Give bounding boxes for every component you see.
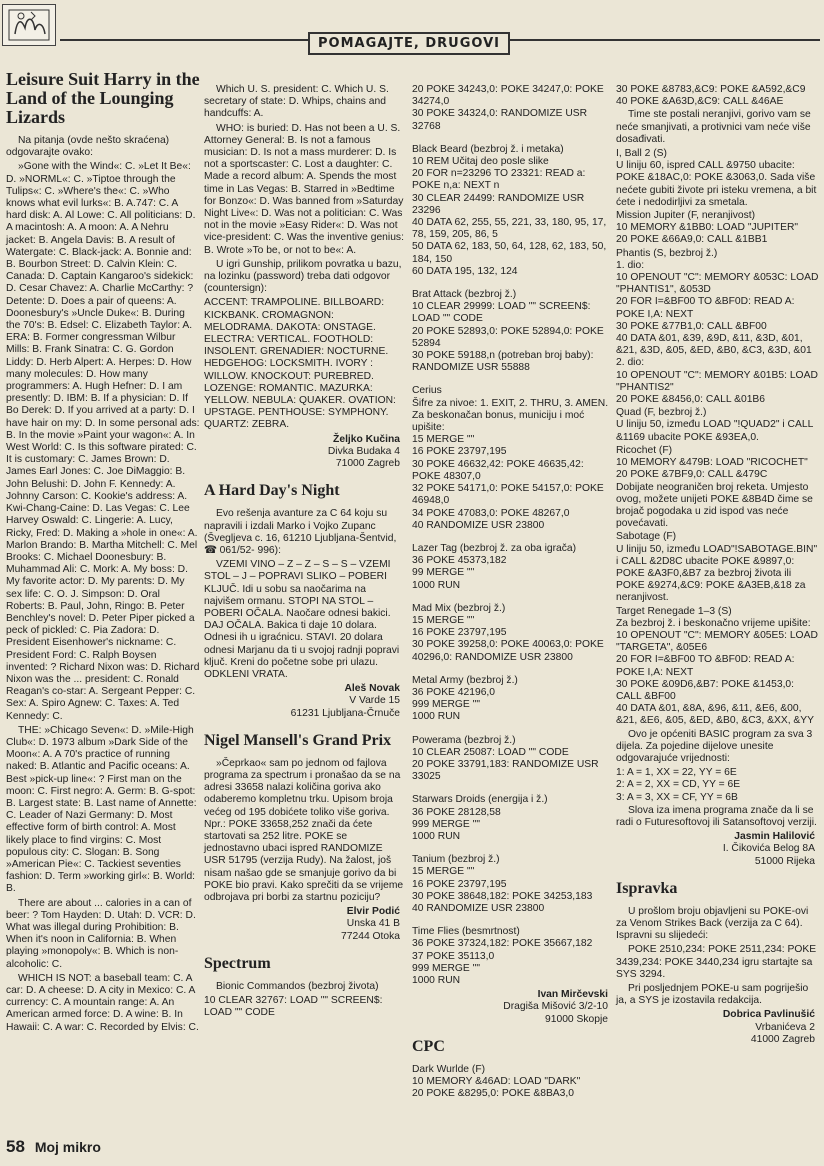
author-signature: Ivan Mirčevski bbox=[537, 989, 608, 1001]
code-block: 1: A = 1, XX = 22, YY = 6E 2: A = 2, XX = CD, YY = 6E 3: A = 3, XX = CF, YY = 6B bbox=[616, 767, 741, 803]
article-title-hard-days-night: A Hard Day's Night bbox=[204, 482, 340, 500]
code-block: Mission Jupiter (F, neranjivost) 10 MEMORY &1BB0: LOAD "JUPITER" 20 POKE &66A9,0: CALL &1BB1 bbox=[616, 210, 799, 246]
column-logo bbox=[2, 4, 56, 46]
paragraph: Evo rešenja avanture za C 64 koju su napravili i izdali Marko i Vojko Zupanc (Švegljeva c. 16, 61210 Ljubljana-Šentvid, ☎ 061/52- 996): bbox=[204, 508, 397, 556]
code-block: Starwars Droids (energija i ž.) 36 POKE 28128,58 999 MERGE "" 1000 RUN bbox=[412, 794, 548, 842]
code-block: Dark Wurlde (F) 10 MEMORY &46AD: LOAD "DARK" 20 POKE &8295,0: POKE &8BA3,0 bbox=[412, 1063, 581, 1100]
code-block: 20 POKE 34243,0: POKE 34247,0: POKE 34274,0 30 POKE 34324,0: RANDOMIZE USR 32768 bbox=[412, 84, 604, 132]
code-block: Mad Mix (bezbroj ž.) 15 MERGE "" 16 POKE 23797,195 30 POKE 39258,0: POKE 40063,0: POKE 40296,0: RANDOMIZE USR 23800 bbox=[412, 602, 604, 663]
code-block: Target Renegade 1–3 (S) Za bezbroj ž. i beskonačno vrijeme upišite: 10 OPENOUT "C": MEMORY &05E5: LOAD "TARGETA", &05E6 20 FOR I=&BF00 TO &BF0D: READ A: POKE I,A: NEXT 30 POKE &09D6,&B7: POKE &1453,0: CALL &BF00 40 DATA &01, &8A, &96, &11, &E6, &00, &21, &E6, &05, &ED, &B0, &C3, &XX, &YY bbox=[616, 605, 818, 727]
paragraph: Pri posljednjem POKE-u sam pogriješio ja, a SYS je izostavila redakcija. bbox=[616, 983, 809, 1007]
hand-drawn-logo-icon bbox=[7, 8, 51, 42]
paragraph: Time ste postali neranjivi, gorivo vam se neće smanjivati, a protivnici vam neće više dosađivati. bbox=[616, 109, 811, 145]
article-title-nigel-mansell: Nigel Mansell's Grand Prix bbox=[204, 731, 392, 749]
author-address: 51000 Rijeka bbox=[754, 855, 815, 867]
page-footer bbox=[6, 1137, 101, 1157]
author-address: 77244 Otoka bbox=[341, 930, 400, 942]
code-block: Quad (F, bezbroj ž.) U liniju 50, između LOAD "!QUAD2" i CALL &1169 ubacite POKE &93EA,0. bbox=[616, 407, 813, 443]
paragraph: ACCENT: TRAMPOLINE. BILLBOARD: KICKBANK. CROMAGNON: MELODRAMA. DAKOTA: ONSTAGE. ELECTRA: VERTICAL. FOOTHOLD: INSOLENT. GRENADIER: NOCTURNE. HEDGEHOG: LOCKSMITH. IVORY : WILLOW. KNOCKOUT: PUREBRED. LOZENGE: ROMANTIC. MAZURKA: YELLOW. NEBULA: QUAKER. OVATION: UPSTAGE. PENTHOUSE: SYMPHONY. QUARTZ: ZEBRA. bbox=[204, 297, 396, 431]
section-title-spectrum: Spectrum bbox=[204, 954, 271, 972]
column-1 bbox=[6, 66, 200, 1036]
section-title-ispravka: Ispravka bbox=[616, 879, 678, 897]
section-header-title: POMAGAJTE, DRUGOVI bbox=[308, 32, 510, 55]
paragraph: WHO: is buried: D. Has not been a U. S. Attorney General: B. Is not a famous musician: D. Is not a mass murderer: D. Is not a sportscaster: C. Lost a daughter: C. Made a record album: A. Spends the most time in Las Vegas: B. Starred in »Bedtime for Bonzo«: D. Was banned from »Saturday Night Live«: D. Was not a politician: C. Was not in the movie »Easy Rider«: D. Was not vice-president: C. Was the inventive genius: B. Wrote »To be, or not to be«: A. bbox=[204, 122, 404, 256]
author-address: 91000 Skopje bbox=[545, 1013, 608, 1025]
paragraph: Slova iza imena programa znače da li se radi o Futuresoftovoj ili Satansoftovoj verziji. bbox=[616, 804, 817, 828]
author-address: V Varde 15 bbox=[349, 695, 400, 707]
code-block: Powerama (bezbroj ž.) 10 CLEAR 25087: LOAD "" CODE 20 POKE 33791,183: RANDOMIZE USR 33025 bbox=[412, 734, 599, 783]
author-signature: Jasmin Halilović bbox=[734, 831, 815, 843]
column-3 bbox=[412, 84, 612, 1101]
author-address: Dragiša Mišović 3/2-10 bbox=[503, 1001, 608, 1013]
column-4 bbox=[616, 84, 819, 1046]
code-block: I, Ball 2 (S) U liniju 60, ispred CALL &9750 ubacite: POKE &18AC,0: POKE &3063,0. Sada više nećete gubiti živote pri isteku vremena, a bit ćete i nedodirljivi za smetala. bbox=[616, 148, 817, 208]
author-address: 41000 Zagreb bbox=[750, 1033, 815, 1045]
paragraph: »Gone with the Wind«: C. »Let It Be«: D. »NORML«: C. »Tiptoe through the Tulips«: C. »Where's the«: C. »Who knows what evil lurks«: B. A.747: C. A hard disk: A. Al Lowe: C. All politicians: D. A macintosh: A. A moon: A. A Nehru jacket: B. Angela Davis: B. A result of Watergate: C. Black-jack: A. Bonnie and: B. Bourbon Street: D. Calvin Klein: C. Canada: D. Captain Kangaroo's sidekick: D. Cesar Chavez: A. Charlie McCarthy: ? Detente: D. Does a pair of queens: A. Doonesbury's »Uncle Duke«: B. During the 70's: B. Edsel: C. Elizabeth Taylor: A. ERA: B. Former congressman Wilbur Mills: B. Frank Sinatra: C. G. Gordon Liddy: D. Herb Alpert: A. Herpes: D. How many molecules: D. How many programmers: A. Hugh Hefner: D. I am presently: D. IBM: B. If a physician: D. If Bo Derek: D. If you arrived at a party: D. I have hair on my: D. In some personal ads: B. In the movie »Paint your wagon«: A. In West World: C. Is this software pirated: C. It is customary: C. James Brown: D. James Earl Jones: C. Joe DiMaggio: B. John Belushi: D. John F. Kennedy: A. Johnny Carson: C. Kookie's address: A. Kwi-Chang-Caine: D. Las Vegas: C. Lee Harvey Oswald: C. Lingerie: A. Lucy, Ricky, Fred: D. Making a »hole in one«: A. Marlon Brando: B. Martha Mitchell: C. Mel Brooks: C. Michael Doonesbury: B. Muhammad Ali: C. Mork: A. My boss: D. My favorite actor: D. My parents: D. My sex life: C. O. J. Simpson: D. Oral Roberts: B. Paul, John, Ringo: B. Peter Benchley's novel: D. Peter Piper picked a peck of pickled: C. Pia Zadora: D. President Eisenhower's nickname: C. President Ford: C. Ralph Boysen invented: ? Richard Nixon was: D. Richard Nixon was the ... president: C. Ronald Reagan's co-star: A. Sergeant Pepper: C. Sex: A. Spiro Agnew: C. Taxes: A. Ted Kennedy: C. bbox=[6, 161, 200, 722]
code-block: Time Flies (besmrtnost) 36 POKE 37324,182: POKE 35667,182 37 POKE 35113,0 999 MERGE "" 1000 RUN bbox=[412, 926, 593, 986]
paragraph: »Čeprkao« sam po jednom od fajlova programa za spectrum i pronašao da se na adresi 33658 nalazi količina goriva ako odaberemo kompletnu trku. Upisom broja većeg od 195 dobićete toliko više goriva. Npr.: POKE 33658,252 znači da ćete startovati sa 252 litre. POKE se jednostavno ubaci ispred RANDOMIZE USR 51795 (verzija Rudy). Na žalost, još nisam našao gde se smanjuje gorivo da bi POKE bio pravi. Kako sprečiti da se vrijeme odbrojava pri borbi za startnu poziciju? bbox=[204, 757, 404, 903]
code-block: Phantis (S, bezbroj ž.) 1. dio: 10 OPENOUT "C": MEMORY &053C: LOAD "PHANTIS1", &053D 20 FOR I=&BF00 TO &BF0D: READ A: POKE I,A: NEXT 30 POKE &77B1,0: CALL &BF00 40 DATA &01, &39, &9D, &11, &3D, &01, &21, &3D, &05, &ED, &B0, &C3, &3D, &01 2. dio: 10 OPENOUT "C": MEMORY &01B5: LOAD "PHANTIS2" 20 POKE &8456,0: CALL &01B6 bbox=[616, 247, 819, 406]
author-signature: Željko Kučina bbox=[333, 433, 400, 445]
code-block: Cerius Šifre za nivoe: 1. EXIT, 2. THRU, 3. AMEN. Za beskonačan bonus, municiju i moć upišite: 15 MERGE "" 16 POKE 23797,195 30 POKE 46632,42: POKE 46635,42: POKE 48307,0 32 POKE 54171,0: POKE 54157,0: POKE 46948,0 34 POKE 47083,0: POKE 48267,0 40 RANDOMIZE USR 23800 bbox=[412, 385, 609, 531]
page-number: 58 bbox=[6, 1137, 25, 1156]
magazine-name: Moj mikro bbox=[34, 1139, 101, 1155]
paragraph: VZEMI VINO – Z – Z – S – S – VZEMI STOL – J – POPRAVI SLIKO – POBERI KLJUČ. Idi u sobu sa naočarima na najvišem ormanu. STOPI NA STOL – POBERI OČALA. Naočare odnesi bakici. DAJ OČALA. Bakica ti daje 10 dolara. Odnesi ih u igraćnicu. STAVI. 20 dolara odnesi Marjanu da ti u svojoj radnji popravi ključ. Kreni do početne sobe pri ulazu. ODKLENI VRATA. bbox=[204, 559, 400, 680]
author-address: 61231 Ljubljana-Črnuče bbox=[290, 707, 400, 719]
author-address: Vrbanićeva 2 bbox=[755, 1021, 815, 1033]
author-signature: Dobrica Pavlinušić bbox=[722, 1009, 815, 1021]
paragraph: THE: »Chicago Seven«: D. »Mile-High Club«: D. 1973 album »Dark Side of the Moon«: A. A 70's practice of running naked: B. Atlantic and Pacific oceans: A. Best »pick-up line«: ? First man on the moon: C. First negro: A. Germ: B. G-spot: B. Largest state: B. Last name of Annette: C. Leader of Nazi Germany: D. Most effective form of birth control: A. Most likely place to find virgins: C. Most populous city: C. Slogan: B. Song »American Pie«: C. Tackiest seventies fashion: D. Term »working girl«: B. World: B. bbox=[6, 724, 197, 895]
code-block: Ricochet (F) 10 MEMORY &479B: LOAD "RICOCHET" 20 POKE &7BF9,0: CALL &479C Dobijate neograničen broj reketa. Umjesto ovog, možete unijeti POKE &8B4D čime se brojač pogodaka u zid ispod vas neće povećavati. bbox=[616, 444, 813, 530]
paragraph: Ovo je općeniti BASIC program za sva 3 dijela. Za pojedine dijelove unesite odgovarajuće vrijednosti: bbox=[616, 728, 813, 764]
code-block: Tanium (bezbroj ž.) 15 MERGE "" 16 POKE 23797,195 30 POKE 38648,182: POKE 34253,183 40 RANDOMIZE USR 23800 bbox=[412, 854, 593, 914]
code-block: 30 POKE &8783,&C9: POKE &A592,&C9 40 POKE &A63D,&C9: CALL &46AE bbox=[616, 84, 806, 108]
paragraph: U igri Gunship, prilikom povratka u bazu, na lozinku (password) treba dati odgovor (countersign): bbox=[204, 258, 402, 295]
code-block: Lazer Tag (bezbroj ž. za oba igrača) 36 POKE 45373,182 99 MERGE "" 1000 RUN bbox=[412, 542, 577, 591]
paragraph: There are about ... calories in a can of beer: ? Tom Hayden: D. Utah: D. VCR: D. What was illegal during Prohibition: B. When it's noon in California: B. When playing »monopoly«: B. Which is non- alcoholic: C. bbox=[6, 897, 196, 970]
author-signature: Elvir Podić bbox=[346, 906, 400, 918]
paragraph: WHICH IS NOT: a baseball team: C. A car: D. A cheese: D. A city in Mexico: C. A currency: C. A mountain range: A. An American armed force: D. A wine: B. In Hawaii: C. A war: C. Recorded by Elvis: C. bbox=[6, 972, 199, 1033]
author-address: I. Čikovića Belog 8A bbox=[722, 843, 815, 855]
code-line: 10 CLEAR 32767: LOAD "" SCREEN$: LOAD "" CODE bbox=[204, 995, 383, 1019]
code-block: Sabotage (F) U liniju 50, između LOAD"!SABOTAGE.BIN" i CALL &2D8C ubacite POKE &9897,0: POKE &A3F0,&B7 za bezbroj života ili POKE &9274,&C9: POKE &A3EB,&18 za neranjivost. bbox=[616, 531, 818, 604]
article-title-leisure-suit-harry: Leisure Suit Harry in the Land of the Lounging Lizards bbox=[6, 69, 200, 127]
author-address: Unska 41 B bbox=[346, 918, 400, 930]
code-block: Brat Attack (bezbroj ž.) 10 CLEAR 29999: LOAD "" SCREEN$: LOAD "" CODE 20 POKE 52893,0: POKE 52894,0: POKE 52894 30 POKE 59188,n (potreban broj baby): RANDOMIZE USR 55888 bbox=[412, 289, 604, 374]
code-block: Metal Army (bezbroj ž.) 36 POKE 42196,0 999 MERGE "" 1000 RUN bbox=[412, 674, 518, 723]
code-block: Black Beard (bezbroj ž. i metaka) 10 REM Učitaj deo posle slike 20 FOR n=23296 TO 23321: READ a: POKE n,a: NEXT n 30 CLEAR 24499: RANDOMIZE USR 23296 40 DATA 62, 255, 55, 221, 33, 180, 95, 17, 78, 159, 205, 86, 5 50 DATA 62, 183, 50, 64, 128, 62, 183, 50, 184, 150 60 DATA 195, 132, 124 bbox=[412, 143, 607, 277]
paragraph: Bionic Commandos (bezbroj života) bbox=[216, 980, 379, 992]
paragraph: Which U. S. president: C. Which U. S. secretary of state: D. Whips, chains and handcuffs: A. bbox=[204, 84, 389, 120]
paragraph: U prošlom broju objavljeni su POKE-ovi za Venom Strikes Back (verzija za C 64). Ispravni su slijedeći: bbox=[616, 905, 809, 942]
paragraph: Na pitanja (ovde nešto skraćena) odgovarajte ovako: bbox=[6, 135, 170, 159]
author-address: Divka Budaka 4 bbox=[327, 445, 400, 457]
author-address: 71000 Zagreb bbox=[335, 458, 400, 470]
paragraph: POKE 2510,234: POKE 2511,234: POKE 3439,234: POKE 3440,234 igru startajte sa SYS 3294. bbox=[616, 944, 817, 980]
column-2 bbox=[204, 84, 404, 1021]
section-title-cpc: CPC bbox=[412, 1037, 445, 1055]
author-signature: Aleš Novak bbox=[344, 683, 400, 695]
